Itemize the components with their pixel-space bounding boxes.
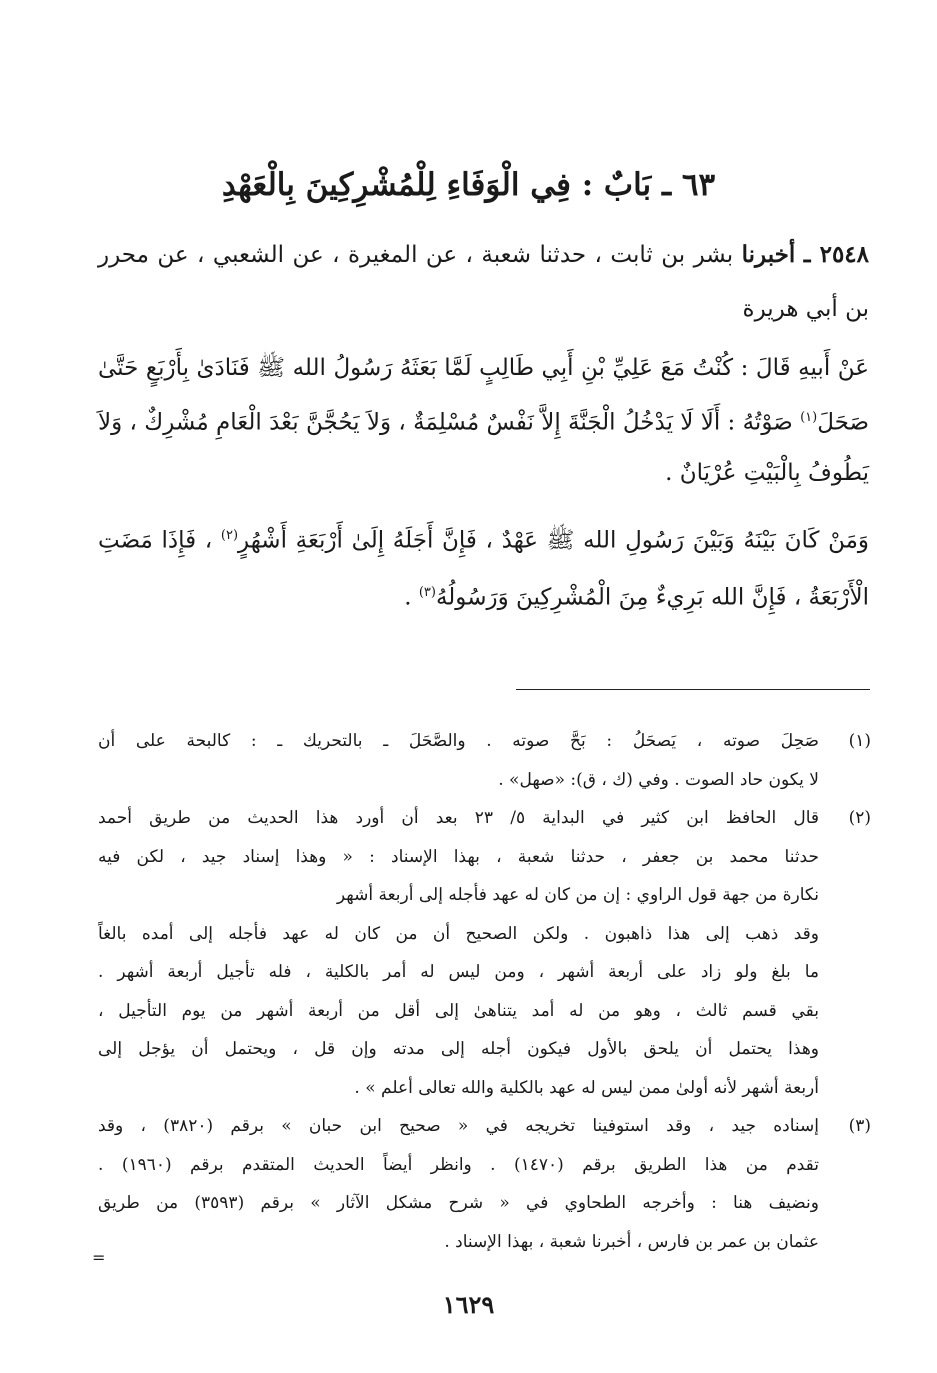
page-number: ١٦٢٩ (442, 1290, 495, 1319)
footnote-line: إسناده جيد ، وقد استوفينا تخريجه في « صحيح ابن حبان » برقم (٣٨٢٠) ، وقد (98, 1116, 819, 1136)
footnotes-section (98, 722, 871, 1261)
matn-text: . (404, 584, 412, 611)
footnote-line: وقد ذهب إلى هذا ذاهبون . ولكن الصحيح أن من كان له عهد فأجله إلى أمده بالغاً (98, 923, 819, 944)
footnote-ref-1[interactable]: (١) (800, 410, 818, 425)
footnote-line: لا يكون حاد الصوت . وفي (ك ، ق): «صهل» . (498, 769, 819, 790)
matn-text: صَوْتُهُ : أَلَا لَا يَدْخُلُ الْجَنَّةَ إِلاَّ نَفْسٌ مُسْلِمَةٌ ، وَلاَ يَحُجَّنَّ بَعْدَ الْعَامِ مُشْرِكٌ ، وَلاَ يَطُوفُ بِالْبَيْتِ عُرْيَانٌ . (97, 409, 869, 486)
matn-text: ، فَإِذَا مَضَتِ الْأَرْبَعَةُ ، فَإِنَّ الله بَرِيءٌ مِنَ الْمُشْرِكِينَ وَرَسُولُهُ (98, 527, 869, 611)
matn-text: وَمَنْ كَانَ بَيْنَهُ وَبَيْنَ رَسُولِ الله ﷺ عَهْدٌ ، فَإِنَّ أَجَلَهُ إِلَىٰ أَرْبَعَةِ أَشْهُرٍ (238, 527, 870, 554)
footnote-marker: (٢) (848, 808, 871, 828)
footnote-line: نكارة من جهة قول الراوي : إن من كان له عهد فأجله إلى أربعة أشهر (336, 885, 819, 905)
footnote-line: حدثنا محمد بن جعفر ، حدثنا شعبة ، بهذا الإسناد : « وهذا إسناد جيد ، لكن فيه (98, 846, 819, 867)
footnote-line: ونضيف هنا : وأخرجه الطحاوي في « شرح مشكل الآثار » برقم (٣٥٩٣) من طريق (98, 1193, 819, 1213)
footnote-line: صَحِلَ صوته ، يَصحَلُ : بَحَّ صوته . والصَّحَلَ ـ بالتحريك ـ : كالبحة على أن (98, 731, 819, 751)
footnote-line: أربعة أشهر لأنه أولىٰ ممن ليس له عهد بالكلية والله تعالى أعلم » . (354, 1077, 819, 1098)
footnote-line: ما بلغ ولو زاد على أربعة أشهر ، ومن ليس له أمر بالكلية ، فله تأجيل أربعة أشهر . (98, 962, 819, 982)
hadith-isnad (98, 228, 869, 336)
hadith-matn-part-2 (98, 510, 869, 623)
footnote-marker: (٣) (848, 1116, 871, 1136)
hadith-number: ٢٥٤٨ ـ (803, 241, 870, 268)
footnote-marker: (١) (848, 731, 871, 751)
continuation-mark: = (92, 1248, 106, 1267)
footnote-line: قال الحافظ ابن كثير في البداية ٥/ ٢٣ بعد أن أورد هذا الحديث من طريق أحمد (98, 808, 819, 828)
footnote-text (98, 1107, 819, 1261)
footnote-ref-3[interactable]: (٣) (418, 584, 436, 600)
footnote-line: عثمان بن عمر بن فارس ، أخبرنا شعبة ، بهذا الإسناد . (444, 1231, 819, 1252)
isnad-text: بشر بن ثابت ، حدثنا شعبة ، عن المغيرة ، عن الشعبي ، عن محرر بن أبي هريرة (98, 242, 869, 322)
footnote-ref-2[interactable]: (٢) (220, 528, 239, 543)
footnote-3 (98, 1107, 871, 1261)
hadith-matn-part-1 (98, 343, 869, 498)
isnad-lead-word: أخبرنا (741, 241, 796, 268)
footnote-text (98, 799, 819, 1107)
footnote-separator (516, 689, 870, 690)
footnote-2 (98, 799, 871, 1107)
matn-text: عَنْ أَبيهِ قَالَ : كُنْتُ مَعَ عَلِيِّ بْنِ أَبِي طَالِبٍ لَمَّا بَعَثَهُ رَسُولُ الله ﷺ فَنَادَىٰ بِأَرْبَعٍ حَتَّىٰ صَحَلَ (98, 355, 869, 436)
footnote-line: تقدم من هذا الطريق برقم (١٤٧٠) . وانظر أيضاً الحديث المتقدم برقم (١٩٦٠) . (98, 1154, 819, 1175)
footnote-line: وهذا يحتمل أن يلحق بالأول فيكون أجله إلى مدته وإن قل ، ويحتمل أن يؤجل إلى (98, 1039, 819, 1059)
footnote-text (98, 722, 819, 799)
footnote-1 (98, 722, 871, 799)
footnote-line: بقي قسم ثالث ، وهو من له أمد يتناهىٰ إلى أقل من أربعة أشهر من يوم التأجيل ، (98, 1000, 819, 1021)
chapter-title: ٦٣ ـ بَابٌ : فِي الْوَفَاءِ لِلْمُشْرِكِينَ بِالْعَهْدِ (221, 167, 716, 203)
